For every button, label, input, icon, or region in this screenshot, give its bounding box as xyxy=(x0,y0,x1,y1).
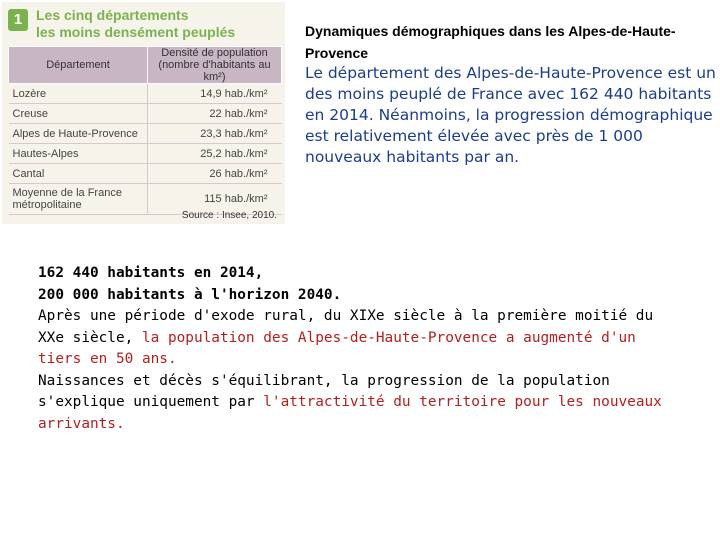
card-title-line1: Les cinq départements xyxy=(36,7,189,23)
history-paragraph xyxy=(38,306,678,371)
table-row xyxy=(9,84,282,104)
page-title: Dynamiques démographiques dans les Alpes-de-Haute-Provence xyxy=(305,23,676,61)
history-text: Après une période d'exode rural, du XIXe siècle à la première moitié du XXe siècle, xyxy=(38,308,654,346)
document-number-badge: 1 xyxy=(8,9,28,31)
table-header-row xyxy=(9,47,282,84)
column-header-density-line1: Densité de population xyxy=(161,47,268,59)
attractiveness-paragraph xyxy=(38,371,678,436)
department-cell: Hautes-Alpes xyxy=(9,144,148,164)
table-row xyxy=(9,144,282,164)
column-header-density xyxy=(148,47,282,84)
source-note: Source : Insee, 2010. xyxy=(181,210,277,221)
column-header-density-line2: (nombre d'habitants au km²) xyxy=(158,59,271,83)
density-cell: 22 hab./km² xyxy=(148,104,282,124)
average-label-line1: Moyenne de la France xyxy=(12,187,122,199)
details-text xyxy=(38,263,678,435)
density-cell: 25,2 hab./km² xyxy=(148,144,282,164)
population-density-card xyxy=(2,2,285,224)
attractiveness-text: Naissances et décès s'équilibrant, la progression de la population s'explique uniquement par xyxy=(38,372,610,410)
department-cell: Lozère xyxy=(9,84,148,104)
history-highlight: la population des Alpes-de-Haute-Provence a augmenté d'un tiers en 50 ans. xyxy=(38,329,636,367)
card-title-line2: les moins densément peuplés xyxy=(36,24,236,40)
column-header-department: Département xyxy=(9,47,148,84)
department-cell: Alpes de Haute-Provence xyxy=(9,124,148,144)
density-table xyxy=(8,46,282,215)
department-cell: Cantal xyxy=(9,164,148,184)
population-2040-line: 200 000 habitants à l'horizon 2040. xyxy=(38,286,342,303)
attractiveness-highlight: l'attractivité du territoire pour les nouveaux arrivants. xyxy=(38,394,662,432)
card-title xyxy=(36,7,284,41)
average-label-cell xyxy=(9,184,148,215)
table-row xyxy=(9,104,282,124)
intro-paragraph: Le département des Alpes-de-Haute-Provence est un des moins peuplé de France avec 162 440 habitants en 2014. Néanmoins, la progression démographique est relativement élevée avec près de 1 000 nouveaux habitants par an. xyxy=(305,64,716,166)
department-cell: Creuse xyxy=(9,104,148,124)
table-row xyxy=(9,124,282,144)
population-2014-line: 162 440 habitants en 2014, xyxy=(38,265,264,281)
average-value-cell: 115 hab./km² xyxy=(148,184,282,215)
density-cell: 23,3 hab./km² xyxy=(148,124,282,144)
table-row xyxy=(9,164,282,184)
density-cell: 14,9 hab./km² xyxy=(148,84,282,104)
average-label-line2: métropolitaine xyxy=(12,199,82,211)
density-cell: 26 hab./km² xyxy=(148,164,282,184)
